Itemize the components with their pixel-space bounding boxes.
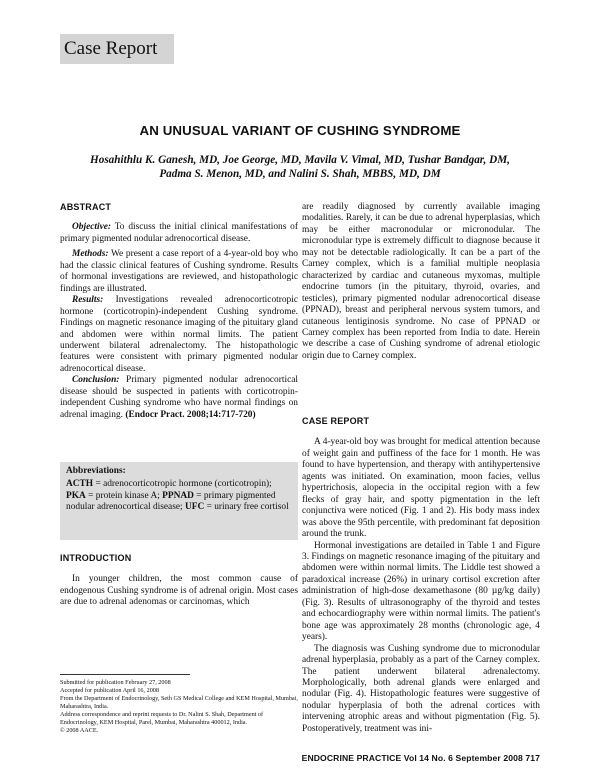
case-report-paragraph-3: The diagnosis was Cushing syndrome due to micronodular adrenal hyperplasia, probably as a part of the Carney complex. The patient underwent bilateral adrenalectomy. Morphologically, both adrenal glands were enlarged and nodular (Fig. 4). Histopathologic features were suggestive of nodular hyperplasia of both the adrenal cortices with intervening atrophic areas and without pigmentation (Fig. 5). Postoperatively, treatment was ini- [302, 643, 540, 734]
footnote-divider [60, 674, 190, 675]
authors-line-2: Padma S. Menon, MD, and Nalini S. Shah, MBBS, MD, DM [159, 168, 441, 180]
methods-label: Methods: [72, 249, 109, 260]
introduction-paragraph: In younger children, the most common cause of endogenous Cushing syndrome is of adrenal origin. Most cases are due to adrenal adenomas or carcinomas, which [60, 574, 298, 608]
abstract-results [60, 295, 298, 375]
article-title: AN UNUSUAL VARIANT OF CUSHING SYNDROME [139, 123, 461, 138]
abbrev-definition: = adrenocorticotropic hormone (corticotropin); [93, 479, 272, 490]
abbrev-term: PKA [66, 490, 86, 501]
abbreviations-list [66, 479, 292, 513]
author-list [60, 153, 540, 181]
abstract-heading: ABSTRACT [60, 202, 112, 212]
introduction-paragraph-continued: are readily diagnosed by currently available imaging modalities. Rarely, it can be due to adrenal hyperplasias, which may be either macronodular or micronodular. The micronodular type is extremely difficult to diagnose because it may not be detectable radiologically. It can be a part of the Carney complex, which is a familial multiple neoplasia characterized by cardiac and cutaneous myxomas, multiple endocrine tumors (in the pituitary, thyroid, ovaries, and testicles), primary pigmented nodular adrenocortical disease (PPNAD), breast and peripheral nervous system tumors, and cutaneous lentiginosis syndrome. No case of PPNAD or Carney complex has been reported from India to date. Herein we describe a case of Cushing syndrome of adrenal etiologic origin due to Carney complex. [302, 202, 540, 361]
abstract-objective [60, 222, 298, 245]
methods-text: We present a case report of a 4-year-old boy who had the classic clinical features of Cushing syndrome. Results of hormonal investigations are reviewed, and histopathologic findings are illustrated. [60, 249, 298, 294]
case-report-paragraph-2: Hormonal investigations are detailed in Table 1 and Figure 3. Findings on magnetic resonance imaging of the pituitary and abdomen were within normal limits. The Liddle test showed a paradoxical increase (26%) in urinary cortisol excretion after administration of high-dose dexamethasone (80 µg/kg daily) (Fig. 3). Results of ultrasonography of the thyroid and testes and echocardiography were within normal limits. The patient's bone age was approximately 28 months (chronologic age, 4 years). [302, 540, 540, 643]
authors-line-1: Hosahithlu K. Ganesh, MD, Joe George, MD, Mavila V. Vimal, MD, Tushar Bandgar, DM, [90, 154, 510, 166]
conclusion-label: Conclusion: [72, 375, 120, 386]
abstract-section [60, 202, 298, 421]
abstract-methods [60, 249, 298, 295]
introduction-continued [302, 202, 540, 362]
abbreviations-box [60, 462, 298, 540]
footnote-affiliation: From the Department of Endocrinology, Seth GS Medical College and KEM Hospital, Mumbai, Maharashtra, India. [60, 695, 298, 710]
footnote-accepted: Accepted for publication April 16, 2008 [60, 687, 159, 694]
results-label: Results: [72, 295, 104, 306]
footnote-correspondence: Address correspondence and reprint requests to Dr. Nalini S. Shah, Department of Endocrinology, KEM Hospital, Parel, Mumbai, Maharashtra 400012, India. [60, 711, 264, 726]
objective-text: To discuss the initial clinical manifestations of primary pigmented nodular adrenocortical disease. [60, 222, 298, 244]
citation: (Endocr Pract. 2008;14:717-720) [125, 409, 256, 420]
abbrev-term: UFC [184, 501, 205, 512]
abbrev-definition: = primary pigmented nodular adrenocortical disease; [66, 490, 276, 512]
abbrev-term: ACTH [66, 479, 94, 490]
abbreviations-heading: Abbreviations: [66, 466, 126, 476]
abstract-conclusion [60, 375, 298, 421]
abbrev-definition: = urinary free cortisol [204, 501, 289, 512]
case-report-heading: CASE REPORT [302, 416, 370, 426]
introduction-heading: INTRODUCTION [60, 553, 132, 563]
footnote-copyright: © 2008 AACE. [60, 727, 99, 734]
journal-footer: ENDOCRINE PRACTICE Vol 14 No. 6 September 2008 717 [301, 753, 540, 763]
case-report-paragraph-1: A 4-year-old boy was brought for medical attention because of weight gain and puffiness of the face for 1 month. He was found to have hypertension, and therapy with antihypertensive agents was initiated. On examination, moon facies, vellus hypertrichosis, alopecia in the occipital region with a few flecks of gray hair, and spotty pigmentation in the left conjunctiva were noticed (Fig. 1 and 2). His body mass index was above the 95th percentile, with predominant fat deposition around the trunk. [302, 437, 540, 540]
section-label: Case Report [64, 38, 158, 59]
case-report-section [302, 416, 540, 735]
footnotes [60, 679, 300, 735]
conclusion-text: Primary pigmented nodular adrenocortical disease should be suspected in patients with corticotropin-independent Cushing syndrome who have normal findings on adrenal imaging. [60, 375, 298, 420]
section-banner [60, 34, 174, 64]
introduction-section [60, 553, 298, 609]
results-text: Investigations revealed adrenocorticotropic hormone (corticotropin)-independent Cushing syndrome. Findings on magnetic resonance imaging of the pituitary gland and abdomen were within normal limits. The patient underwent bilateral adrenalectomy. The histopathologic features were consistent with primary pigmented nodular adrenocortical disease. [60, 295, 298, 374]
footnote-submitted: Submitted for publication February 27, 2008 [60, 679, 171, 686]
objective-label: Objective: [72, 222, 112, 233]
abbrev-definition: = protein kinase A; [85, 490, 163, 501]
abbrev-term: PPNAD [162, 490, 194, 501]
